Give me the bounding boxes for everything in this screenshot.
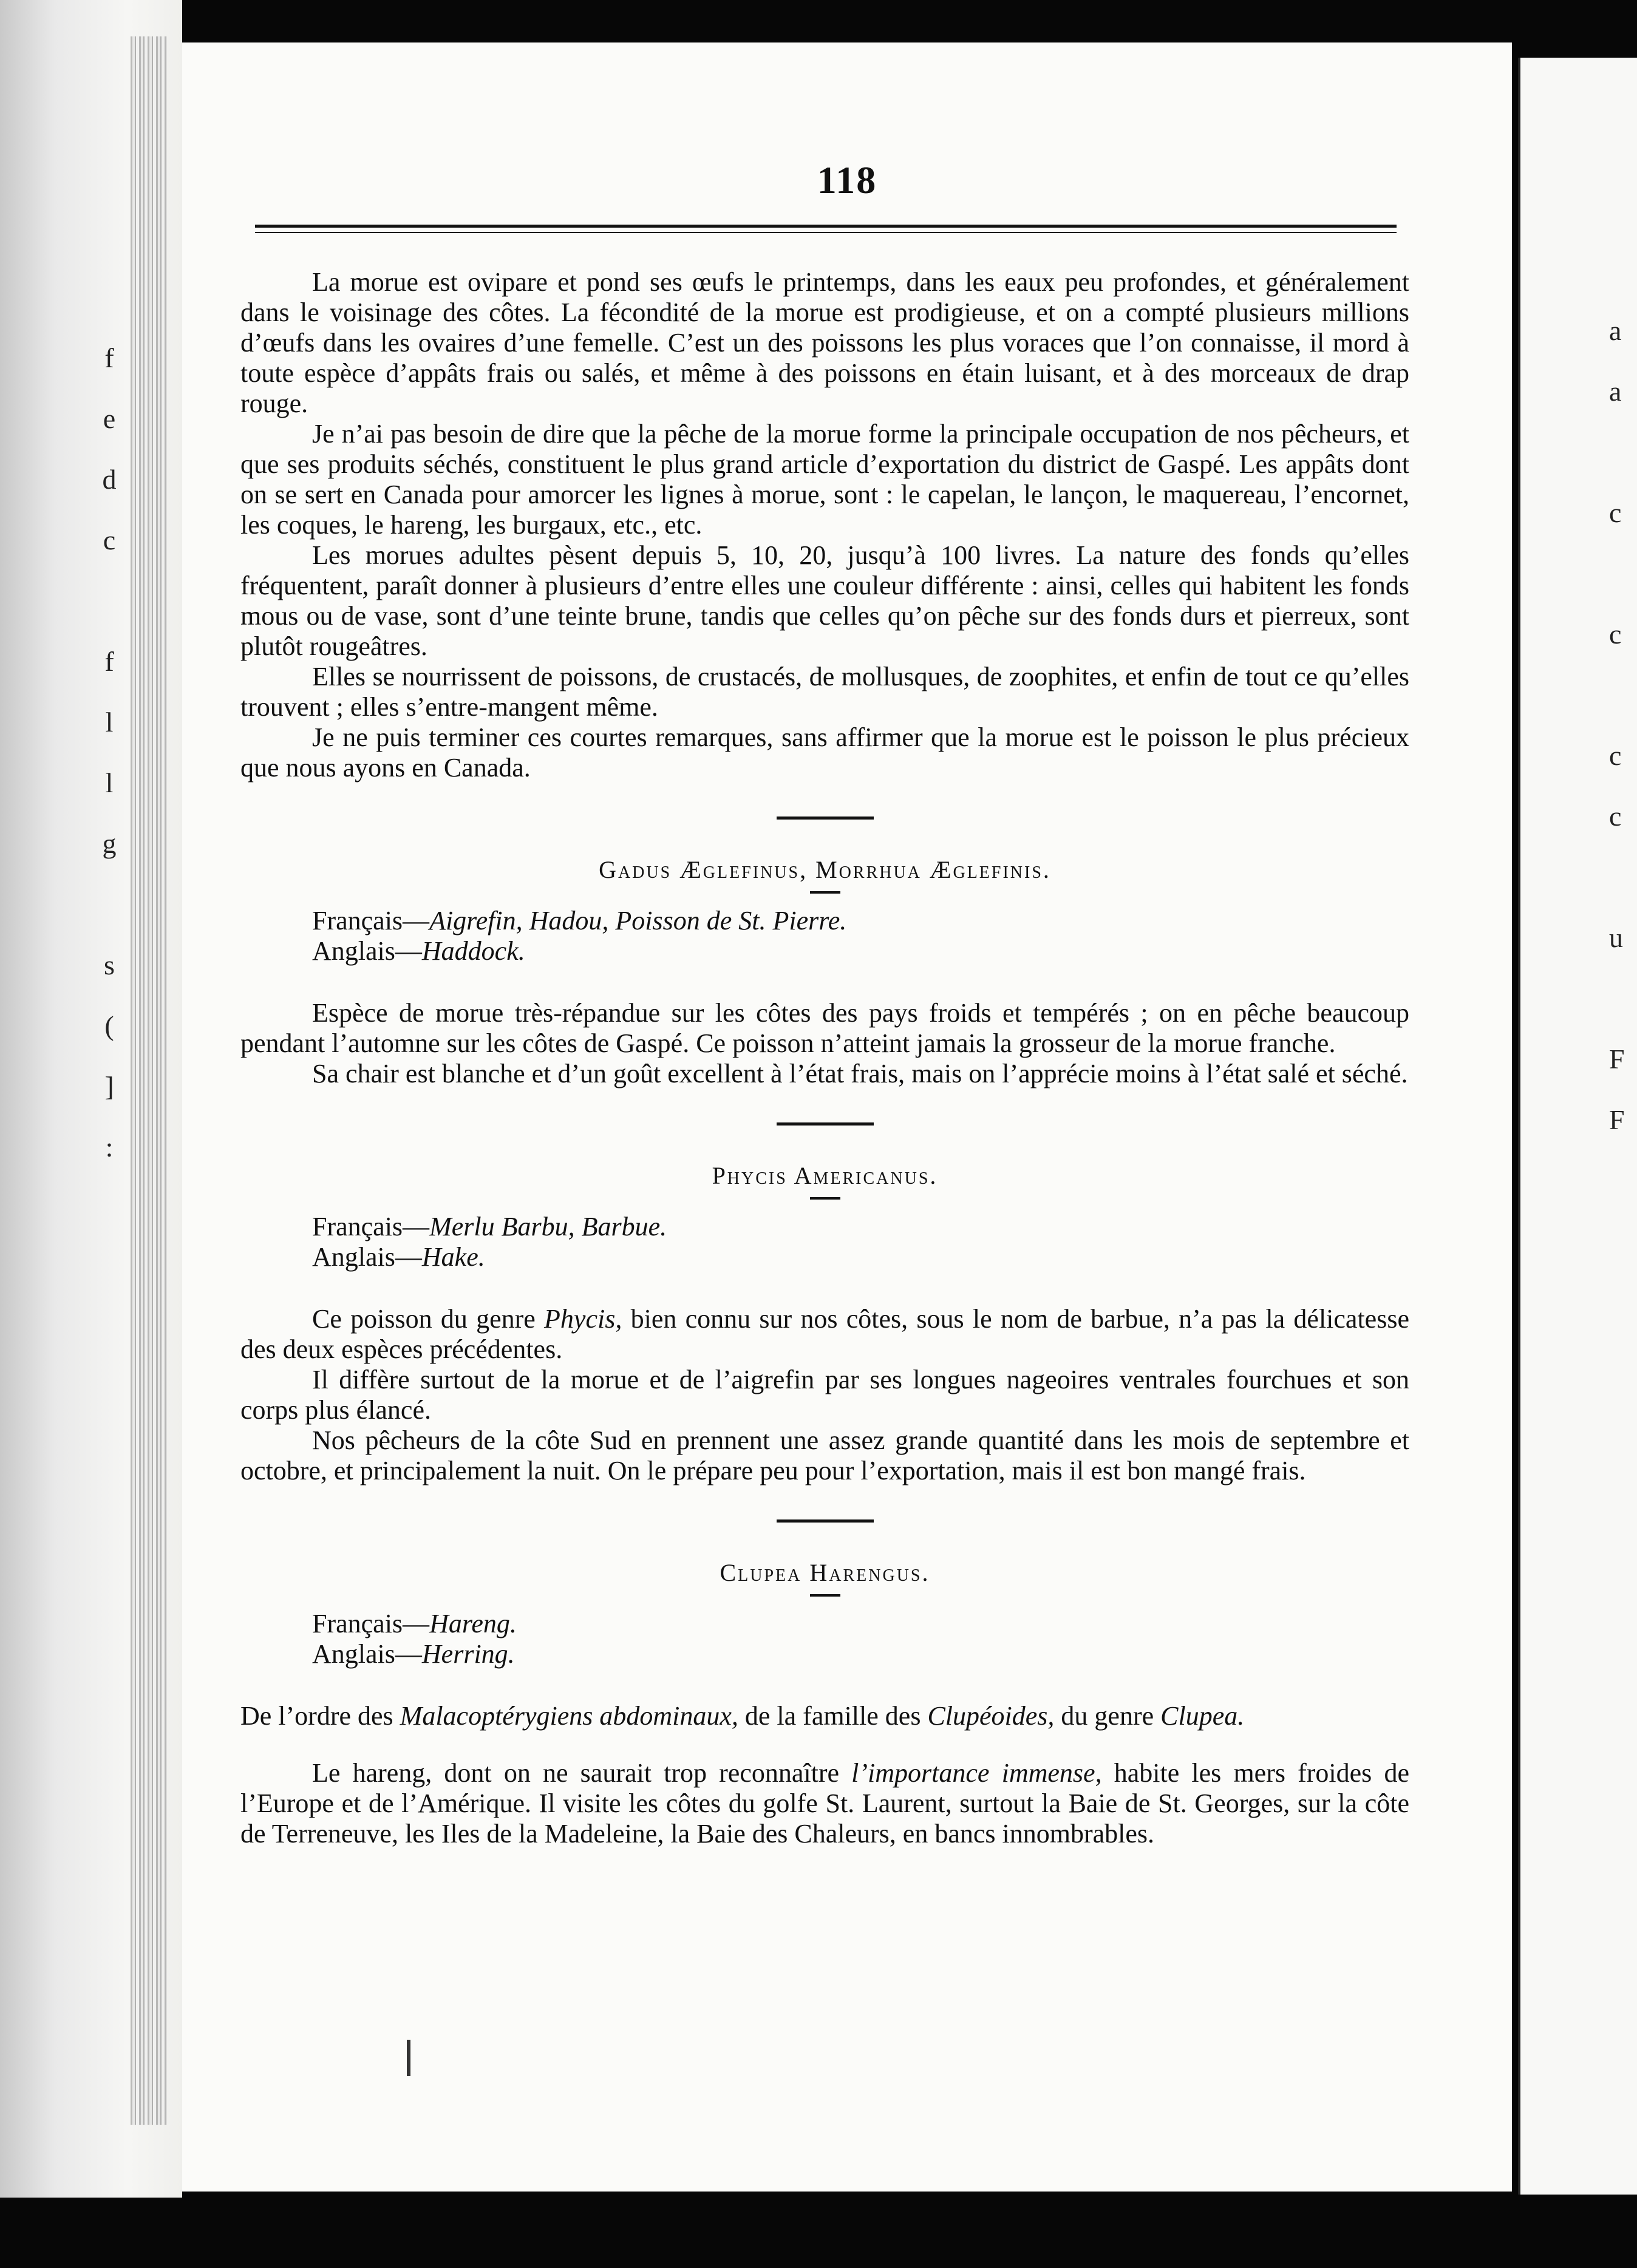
page-number: 118 (817, 158, 877, 202)
french-label: Français— (312, 1609, 430, 1638)
phycis-paragraph-2: Il diffère surtout de la morue et de l’aigrefin par ses longues nageoires ventrales fourchues et son corps plus élancé. (240, 1365, 1409, 1425)
french-names: Hareng. (429, 1609, 517, 1638)
french-names: Aigrefin, Hadou, Poisson de St. Pierre. (429, 906, 847, 935)
title-dash (810, 1594, 840, 1597)
left-margin-letter: g (102, 828, 117, 859)
right-margin-letter (1609, 543, 1637, 604)
phycis-paragraph-3: Nos pêcheurs de la côte Sud en prennent une assez grande quantité dans les mois de septembre et octobre, et principalement la nuit. On le prépare peu pour l’exportation, mais il est bon mangé frais. (240, 1425, 1409, 1485)
left-margin-letter (97, 874, 121, 935)
right-margin-letter: c (1609, 497, 1622, 528)
left-margin-letter: f (104, 342, 114, 373)
french-names: Merlu Barbu, Barbue. (429, 1212, 667, 1241)
genus-name: Clupea. (1160, 1701, 1245, 1731)
aeglefinus-paragraph-2: Sa chair est blanche et d’un goût excellent à l’état frais, mais on l’apprécie moins à l’état salé et séché. (312, 1059, 1408, 1088)
header-double-rule (255, 225, 1397, 233)
left-margin-letter: s (104, 949, 115, 980)
left-margin-letters (97, 328, 121, 1178)
left-margin-letter: c (103, 525, 116, 555)
right-margin-letter (1609, 422, 1637, 483)
section-title-clupea: Clupea Harengus. (720, 1559, 930, 1586)
english-names: Haddock. (421, 936, 525, 966)
text-run: bien connu sur nos côtes, sous le nom de barbue, n’a pas la délicatesse des deux espèces précédentes. (240, 1304, 1409, 1364)
morue-paragraph-4: Elles se nourrissent de poissons, de crustacés, de mollusques, de zoophites, et enfin de tout ce qu’elles trouvent ; elles s’entre-mangent même. (240, 662, 1409, 722)
clupea-paragraph-1 (240, 1701, 1409, 1731)
right-margin-letter (1609, 847, 1637, 908)
order-name: Malacoptérygiens abdominaux, (400, 1701, 738, 1731)
section-divider (777, 817, 874, 820)
binding-gutter (131, 36, 167, 2125)
right-margin-letter: F (1609, 1044, 1625, 1075)
right-margin-letters (1609, 300, 1637, 1150)
right-margin-letter: u (1609, 922, 1623, 953)
morue-paragraph-3: Les morues adultes pèsent depuis 5, 10, 20, jusqu’à 100 livres. La nature des fonds qu’elles fréquentent, paraît donner à plusieurs d’entre elles une couleur différente : ainsi, celles qui habitent les fonds mous ou de vase, sont d’une teinte brune, tandis que celles qu’on pêche sur des fonds durs et pierreux, sont plutôt rougeâtres. (240, 540, 1409, 661)
section-divider (777, 1122, 874, 1126)
right-margin-letter: a (1609, 315, 1622, 346)
left-neighbour-page (0, 0, 182, 2198)
french-label: Français— (312, 906, 430, 935)
morue-paragraph-1: La morue est ovipare et pond ses œufs le printemps, dans les eaux peu profondes, et généralement dans le voisinage des côtes. La fécondité de la morue est prodigieuse, et on a compté plusieurs millions d’œufs dans les ovaires d’une femelle. C’est un des poissons les plus voraces que l’on connaisse, il mord à toute espèce d’appâts frais ou salés, et même à des poissons en étain luisant, et à des morceaux de drap rouge. (240, 267, 1409, 418)
left-margin-letter: e (103, 403, 116, 434)
left-margin-letter (97, 571, 121, 631)
right-margin-letter: F (1609, 1104, 1625, 1135)
english-label: Anglais— (312, 1639, 422, 1669)
text-run: Ce poisson du genre (312, 1304, 545, 1334)
text-run: Le hareng, dont on ne saurait trop reconnaître (312, 1758, 852, 1788)
common-names-phycis (240, 1212, 1409, 1272)
section-divider (777, 1519, 874, 1523)
section-title-phycis: Phycis Americanus. (712, 1162, 938, 1189)
left-margin-letter: ( (104, 1010, 114, 1041)
left-margin-letter: f (104, 646, 114, 677)
left-margin-letter: : (105, 1132, 114, 1163)
english-label: Anglais— (312, 1242, 422, 1272)
emphasis: l’importance immense, (851, 1758, 1102, 1788)
text-run: de la famille des (738, 1701, 928, 1731)
right-margin-letter: c (1609, 619, 1622, 650)
left-margin-letter: ] (104, 1071, 114, 1102)
aeglefinus-paragraph-1: Espèce de morue très-répandue sur les côtes des pays froids et tempérés ; on en pêche beaucoup pendant l’automne sur les côtes de Gaspé. Ce poisson n’atteint jamais la grosseur de la morue franche. (240, 998, 1409, 1058)
page-text (240, 267, 1409, 1849)
text-run: du genre (1054, 1701, 1161, 1731)
english-names: Herring. (421, 1639, 515, 1669)
left-margin-letter: l (105, 767, 114, 798)
clupea-paragraph-2 (240, 1758, 1409, 1849)
text-run: De l’ordre des (240, 1701, 400, 1731)
family-name: Clupéoides, (927, 1701, 1055, 1731)
left-margin-letter: d (102, 464, 117, 495)
left-margin-letter: l (105, 707, 114, 738)
phycis-paragraph-1 (240, 1304, 1409, 1365)
right-margin-letter: a (1609, 376, 1622, 407)
right-margin-letter: c (1609, 801, 1622, 832)
right-margin-letter: c (1609, 740, 1622, 771)
title-dash (810, 891, 840, 894)
book-page (182, 42, 1512, 2192)
english-label: Anglais— (312, 936, 422, 966)
page-fold-line (1518, 58, 1520, 2195)
title-dash (810, 1197, 840, 1200)
section-title-aeglefinus: Gadus Æglefinus, Morrhua Æglefinis. (599, 856, 1051, 883)
french-label: Français— (312, 1212, 430, 1241)
genus-name: Phycis, (544, 1304, 622, 1334)
right-neighbour-page (1518, 58, 1637, 2195)
morue-paragraph-5: Je ne puis terminer ces courtes remarques, sans affirmer que la morue est le poisson le plus précieux que nous ayons en Canada. (240, 722, 1409, 783)
right-margin-letter (1609, 968, 1637, 1029)
right-margin-letter (1609, 665, 1637, 725)
common-names-clupea (240, 1609, 1409, 1669)
common-names-aeglefinus (240, 906, 1409, 966)
scan-artifact-mark (407, 2040, 410, 2076)
text-run: habite les mers froides de l’Europe et de l’Amérique. Il visite les côtes du golfe St. Laurent, surtout la Baie de St. Georges, sur la côte de Terreneuve, les Iles de la Madeleine, la Baie des Chaleurs, en bancs innombrables. (240, 1758, 1409, 1849)
english-names: Hake. (421, 1242, 485, 1272)
morue-paragraph-2: Je n’ai pas besoin de dire que la pêche de la morue forme la principale occupation de nos pêcheurs, et que ses produits séchés, constituent le plus grand article d’exportation du district de Gaspé. Les appâts dont on se sert en Canada pour amorcer les lignes à morue, sont : le capelan, le lançon, le maquereau, l’encornet, les coques, le hareng, les burgaux, etc., etc. (240, 419, 1409, 540)
